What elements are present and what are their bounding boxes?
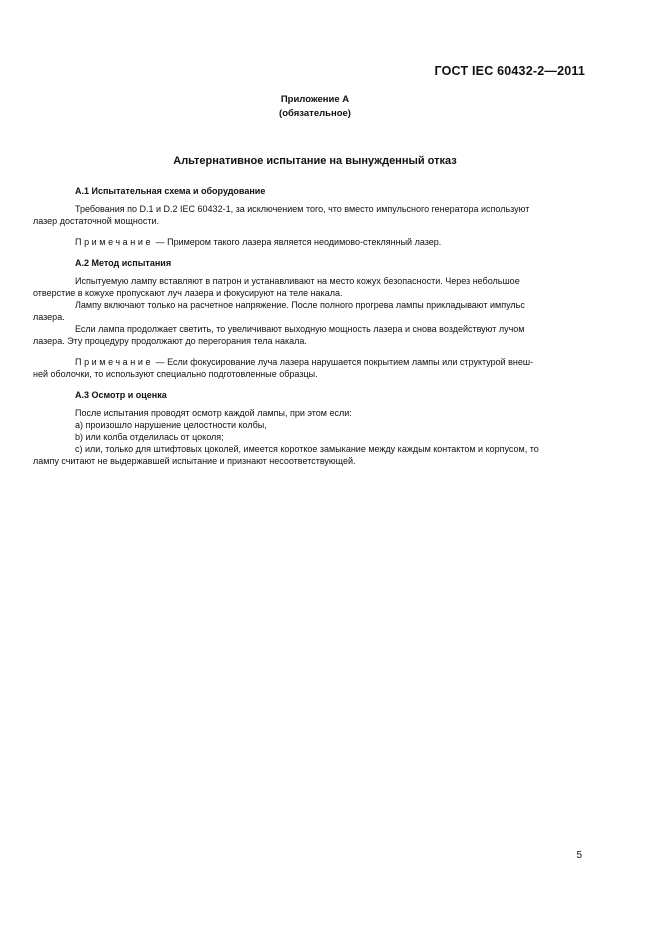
section-a3-heading: А.3 Осмотр и оценка bbox=[75, 390, 167, 400]
section-a2-p3-line1: Если лампа продолжает светить, то увеличивают выходную мощность лазера и снова воздействуют лучом bbox=[75, 324, 525, 334]
appendix-title: Альтернативное испытание на вынужденный отказ bbox=[173, 155, 457, 167]
section-a3-intro: После испытания проводят осмотр каждой лампы, при этом если: bbox=[75, 408, 352, 418]
section-a1-paragraph-line2: лазер достаточной мощности. bbox=[33, 216, 160, 226]
document-body bbox=[33, 185, 583, 467]
section-a2-p3-line2: лазера. Эту процедуру продолжают до перегорания тела накала. bbox=[33, 336, 307, 346]
note-label: Примечание bbox=[75, 237, 154, 247]
section-a2-note-line1 bbox=[75, 356, 583, 368]
list-item-c-line1: c) или, только для штифтовых цоколей, имеется короткое замыкание между каждым контактом и корпусом, то bbox=[75, 444, 539, 454]
section-a2-p2-line1: Лампу включают только на расчетное напряжение. После полного прогрева лампы прикладывают импульс bbox=[75, 300, 525, 310]
section-a2-p1-line2: отверстие в кожухе пропускают луч лазера и фокусируют на теле накала. bbox=[33, 288, 343, 298]
page-number: 5 bbox=[576, 850, 582, 861]
list-item-a: a) произошло нарушение целостности колбы, bbox=[75, 420, 267, 430]
note-text: — Примером такого лазера является неодимово-стеклянный лазер. bbox=[153, 237, 442, 247]
appendix-heading bbox=[0, 93, 630, 121]
section-a1-note bbox=[75, 236, 583, 248]
section-a2-note-line2: ней оболочки, то используют специально подготовленные образцы. bbox=[33, 369, 318, 379]
appendix-status: (обязательное) bbox=[279, 108, 351, 119]
section-a1-paragraph-line1: Требования по D.1 и D.2 IEC 60432-1, за исключением того, что вместо импульсного генератора используют bbox=[75, 204, 530, 214]
list-item-b: b) или колба отделилась от цоколя; bbox=[75, 432, 224, 442]
standard-code: ГОСТ IEC 60432-2—2011 bbox=[434, 64, 585, 78]
appendix-label: Приложение А bbox=[280, 94, 350, 105]
list-item-c-line2: лампу считают не выдержавшей испытание и признают несоответствующей. bbox=[33, 456, 356, 466]
section-a2-p2-line2: лазера. bbox=[33, 312, 65, 322]
note-text: — Если фокусирование луча лазера нарушается покрытием лампы или структурой внеш- bbox=[153, 357, 534, 367]
section-a2-heading: А.2 Метод испытания bbox=[75, 258, 172, 268]
section-a2-p1-line1: Испытуемую лампу вставляют в патрон и устанавливают на место кожух безопасности. Через небольшое bbox=[75, 276, 520, 286]
section-a1-heading: А.1 Испытательная схема и оборудование bbox=[75, 186, 266, 196]
note-label: Примечание bbox=[75, 357, 154, 367]
